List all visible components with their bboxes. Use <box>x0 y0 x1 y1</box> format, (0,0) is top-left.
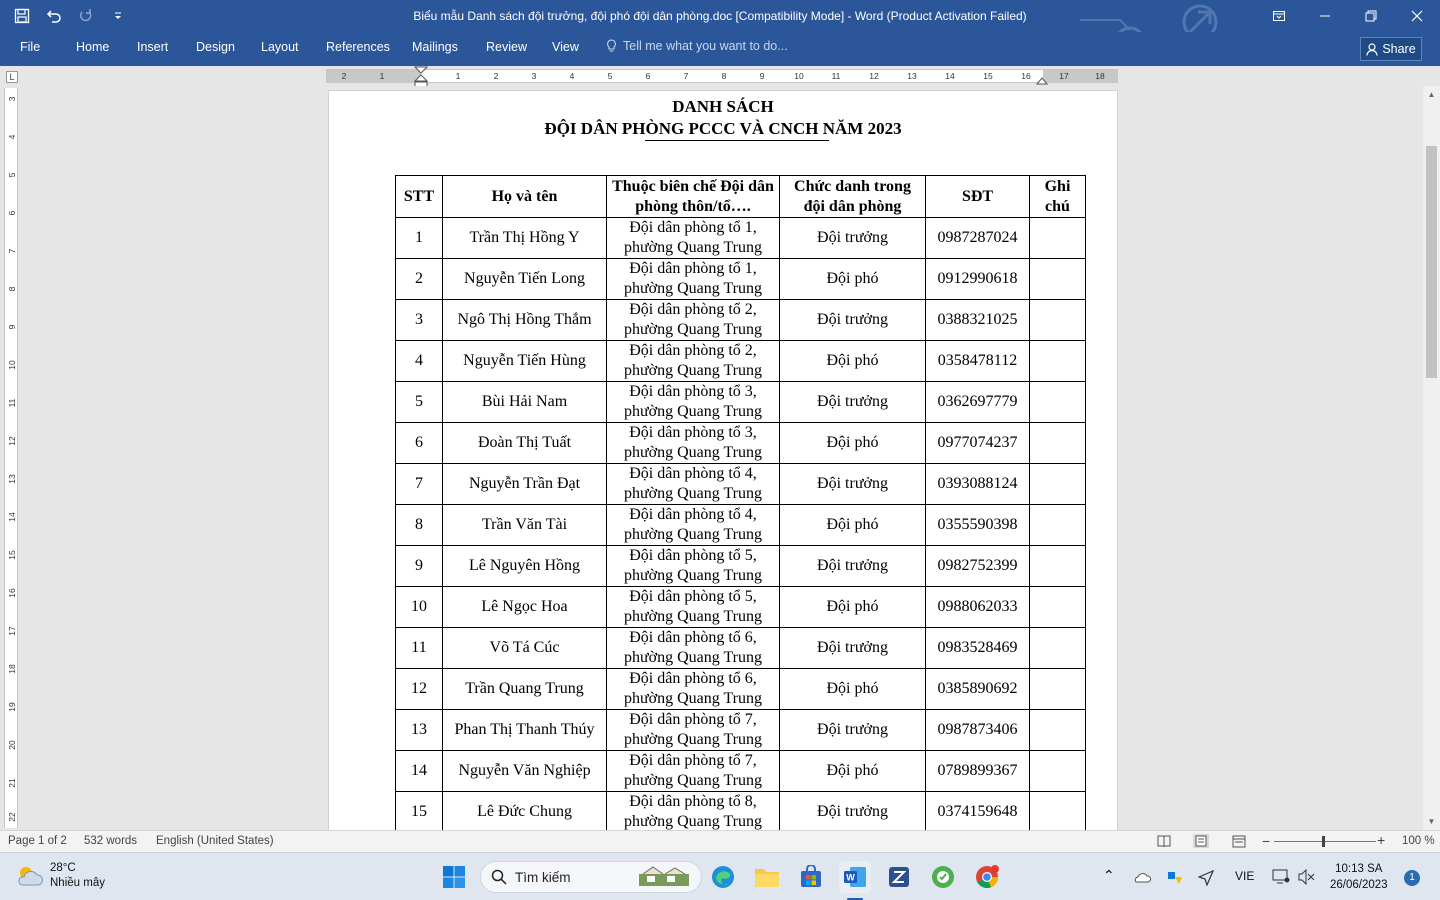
cell-phone[interactable]: 0362697779 <box>926 382 1030 423</box>
cell-stt[interactable]: 9 <box>396 546 443 587</box>
ruler-tick: 18 <box>1095 71 1105 81</box>
tab-file[interactable]: File <box>20 40 41 54</box>
cell-unit[interactable]: Đội dân phòng tổ 3, phường Quang Trung <box>607 382 780 423</box>
cell-stt[interactable]: 2 <box>396 259 443 300</box>
tell-me-search[interactable] <box>606 39 788 53</box>
ruler-tick: 14 <box>7 512 17 522</box>
ruler-tick: 15 <box>7 550 17 560</box>
cell-phone[interactable]: 0358478112 <box>926 341 1030 382</box>
input-language[interactable]: VIE <box>1235 869 1255 883</box>
ruler-tick: 3 <box>7 96 17 102</box>
cell-unit[interactable]: Đội dân phòng tổ 6, phường Quang Trung <box>607 669 780 710</box>
cell-unit[interactable]: Đội dân phòng tổ 5, phường Quang Trung <box>607 546 780 587</box>
ruler-tick: 19 <box>7 702 17 712</box>
header-name: Họ và tên <box>443 176 607 218</box>
table-row <box>396 505 1086 546</box>
ruler-tick: 9 <box>7 324 17 330</box>
ruler-tick: 15 <box>983 71 993 81</box>
title-bar <box>0 0 1440 32</box>
cell-role[interactable]: Đội phó <box>780 341 926 382</box>
ruler-tick: 9 <box>759 71 765 81</box>
cell-phone[interactable]: 0988062033 <box>926 587 1030 628</box>
scroll-up-icon[interactable]: ▲ <box>1427 90 1436 99</box>
tab-selector[interactable]: L <box>6 71 18 83</box>
cell-name[interactable]: Phan Thị Thanh Thúy <box>443 710 607 751</box>
cell-role[interactable]: Đội trưởng <box>780 218 926 259</box>
table-row <box>396 341 1086 382</box>
ruler-right-margin <box>1043 70 1118 82</box>
cell-phone[interactable]: 0388321025 <box>926 300 1030 341</box>
search-highlight-icon <box>637 864 693 890</box>
ruler-tick: 8 <box>7 286 17 292</box>
ruler-tick: 18 <box>7 664 17 674</box>
tab-insert[interactable]: Insert <box>137 40 169 54</box>
word-count[interactable]: 532 words <box>84 835 138 847</box>
weather-widget[interactable] <box>16 861 105 891</box>
header-note: Ghi chú <box>1030 176 1086 218</box>
cell-unit[interactable]: Đội dân phòng tổ 4, phường Quang Trung <box>607 464 780 505</box>
cell-role[interactable]: Đội trưởng <box>780 382 926 423</box>
person-icon <box>1366 43 1378 56</box>
cell-role[interactable]: Đội phó <box>780 587 926 628</box>
cell-unit[interactable]: Đội dân phòng tổ 2, phường Quang Trung <box>607 300 780 341</box>
cell-name[interactable]: Trần Văn Tài <box>443 505 607 546</box>
cell-phone[interactable]: 0789899367 <box>926 751 1030 792</box>
ruler-tick: 1 <box>455 71 461 81</box>
store-taskbar-icon[interactable] <box>795 861 827 893</box>
ruler-tick: 20 <box>7 740 17 750</box>
ruler-tick: 7 <box>7 248 17 254</box>
cell-role[interactable]: Đội trưởng <box>780 546 926 587</box>
windows-logo-icon <box>442 865 466 889</box>
cell-unit[interactable]: Đội dân phòng tổ 4, phường Quang Trung <box>607 505 780 546</box>
svg-text:W: W <box>846 872 855 883</box>
cell-name[interactable]: Bùi Hải Nam <box>443 382 607 423</box>
cell-note[interactable] <box>1030 628 1086 669</box>
ruler-tick: 8 <box>721 71 727 81</box>
cell-role[interactable]: Đội phó <box>780 751 926 792</box>
indent-marker-icon[interactable] <box>414 66 428 88</box>
cell-note[interactable] <box>1030 587 1086 628</box>
cell-name[interactable]: Nguyễn Tiến Hùng <box>443 341 607 382</box>
table-row <box>396 587 1086 628</box>
onedrive-icon[interactable] <box>1133 871 1151 883</box>
ruler-tick: 10 <box>7 360 17 370</box>
cell-name[interactable]: Lê Nguyên Hồng <box>443 546 607 587</box>
tab-home[interactable]: Home <box>76 40 110 54</box>
cell-stt[interactable]: 4 <box>396 341 443 382</box>
close-icon[interactable] <box>1394 0 1440 32</box>
ruler-tick: 2 <box>341 71 347 81</box>
right-indent-marker-icon[interactable] <box>1036 69 1048 85</box>
cell-note[interactable] <box>1030 259 1086 300</box>
chrome-taskbar-icon[interactable] <box>971 861 1003 893</box>
ruler-tick: 17 <box>1059 71 1069 81</box>
scroll-down-icon[interactable]: ▼ <box>1427 817 1436 826</box>
display-icon[interactable] <box>1272 869 1290 885</box>
table-row <box>396 423 1086 464</box>
cell-unit[interactable]: Đội dân phòng tổ 3, phường Quang Trung <box>607 423 780 464</box>
vertical-ruler[interactable] <box>4 88 18 828</box>
language-indicator[interactable]: English (United States) <box>156 835 274 847</box>
cell-stt[interactable]: 3 <box>396 300 443 341</box>
cell-phone[interactable]: 0977074237 <box>926 423 1030 464</box>
table-row <box>396 300 1086 341</box>
cell-note[interactable] <box>1030 300 1086 341</box>
ruler-tick: 16 <box>7 588 17 598</box>
ruler-tick: 7 <box>683 71 689 81</box>
cell-phone[interactable]: 0987287024 <box>926 218 1030 259</box>
cell-name[interactable]: Trần Thị Hồng Y <box>443 218 607 259</box>
notification-badge[interactable]: 1 <box>1404 870 1420 886</box>
volume-muted-icon[interactable] <box>1298 869 1316 885</box>
zoom-out-icon[interactable]: − <box>1262 833 1271 849</box>
system-clock[interactable] <box>1330 861 1388 893</box>
cell-stt[interactable]: 1 <box>396 218 443 259</box>
cell-phone[interactable]: 0374159648 <box>926 792 1030 831</box>
cell-name[interactable]: Lê Đức Chung <box>443 792 607 831</box>
ruler-left-margin <box>326 70 421 82</box>
zoom-slider-thumb[interactable] <box>1322 836 1325 847</box>
status-bar <box>0 830 1440 852</box>
cell-note[interactable] <box>1030 669 1086 710</box>
minimize-icon[interactable] <box>1302 0 1348 32</box>
cell-note[interactable] <box>1030 710 1086 751</box>
cell-note[interactable] <box>1030 464 1086 505</box>
show-hidden-icons-icon[interactable]: ⌃ <box>1103 867 1115 883</box>
cell-unit[interactable]: Đội dân phòng tổ 1, phường Quang Trung <box>607 218 780 259</box>
cell-role[interactable]: Đội trưởng <box>780 792 926 831</box>
cell-phone[interactable]: 0987873406 <box>926 710 1030 751</box>
ruler-tick: 17 <box>7 626 17 636</box>
ruler-tick: 11 <box>7 398 17 408</box>
cell-stt[interactable]: 8 <box>396 505 443 546</box>
ruler-tick: 2 <box>493 71 499 81</box>
document-canvas[interactable] <box>20 86 1423 830</box>
print-layout-icon[interactable] <box>1193 834 1209 848</box>
table-row <box>396 792 1086 831</box>
table-row <box>396 710 1086 751</box>
ruler-tick: 22 <box>7 812 17 822</box>
ruler-tick: 1 <box>379 71 385 81</box>
cell-stt[interactable]: 7 <box>396 464 443 505</box>
table-row <box>396 628 1086 669</box>
cell-stt[interactable]: 6 <box>396 423 443 464</box>
tab-design[interactable]: Design <box>196 40 235 54</box>
table-row <box>396 546 1086 587</box>
cell-stt[interactable]: 11 <box>396 628 443 669</box>
scroll-thumb[interactable] <box>1426 146 1437 378</box>
page-count[interactable]: Page 1 of 2 <box>8 835 67 847</box>
cell-unit[interactable]: Đội dân phòng tổ 7, phường Quang Trung <box>607 751 780 792</box>
zoom-slider[interactable] <box>1274 841 1376 842</box>
weather-condition: Nhiều mây <box>50 877 105 889</box>
ruler-tick: 13 <box>907 71 917 81</box>
ruler-tick: 14 <box>945 71 955 81</box>
cell-note[interactable] <box>1030 546 1086 587</box>
cloud-icon <box>16 865 44 887</box>
ruler-tick: 12 <box>869 71 879 81</box>
cell-phone[interactable]: 0393088124 <box>926 464 1030 505</box>
cell-name[interactable]: Đoàn Thị Tuất <box>443 423 607 464</box>
file-explorer-taskbar-icon[interactable] <box>751 861 783 893</box>
cell-phone[interactable]: 0912990618 <box>926 259 1030 300</box>
heading-underline <box>645 140 829 141</box>
lightbulb-icon <box>606 39 617 53</box>
clock-time: 10:13 SA <box>1335 863 1383 875</box>
ruler-tick: 5 <box>7 172 17 178</box>
cell-phone[interactable]: 0385890692 <box>926 669 1030 710</box>
cell-note[interactable] <box>1030 382 1086 423</box>
zoom-level[interactable]: 100 % <box>1402 835 1435 847</box>
cell-note[interactable] <box>1030 341 1086 382</box>
header-phone: SĐT <box>926 176 1030 218</box>
cell-role[interactable]: Đội phó <box>780 505 926 546</box>
cell-role[interactable]: Đội phó <box>780 669 926 710</box>
cell-phone[interactable]: 0983528469 <box>926 628 1030 669</box>
cell-unit[interactable]: Đội dân phòng tổ 5, phường Quang Trung <box>607 587 780 628</box>
document-page[interactable] <box>328 90 1118 830</box>
cell-stt[interactable]: 12 <box>396 669 443 710</box>
ruler-tick: 6 <box>7 210 17 216</box>
cell-name[interactable]: Ngô Thị Hồng Thắm <box>443 300 607 341</box>
header-role: Chức danh trong đội dân phòng <box>780 176 926 218</box>
ruler-tick: 10 <box>794 71 804 81</box>
roster-table[interactable] <box>395 175 1086 830</box>
tab-layout[interactable]: Layout <box>261 40 299 54</box>
cell-unit[interactable]: Đội dân phòng tổ 6, phường Quang Trung <box>607 628 780 669</box>
cell-role[interactable]: Đội trưởng <box>780 628 926 669</box>
tab-view[interactable]: View <box>552 40 579 54</box>
search-icon <box>491 869 507 885</box>
table-header-row <box>396 176 1086 218</box>
tab-references[interactable]: References <box>326 40 390 54</box>
ruler-tick: 13 <box>7 474 17 484</box>
vertical-scrollbar[interactable] <box>1423 86 1440 830</box>
zoom-in-icon[interactable]: + <box>1377 832 1386 848</box>
app-taskbar-icon[interactable] <box>883 861 915 893</box>
document-heading: DANH SÁCH <box>672 97 774 116</box>
cell-note[interactable] <box>1030 751 1086 792</box>
send-icon[interactable] <box>1198 870 1214 886</box>
ruler-tick: 12 <box>7 436 17 446</box>
cell-note[interactable] <box>1030 423 1086 464</box>
ruler-tick: 16 <box>1021 71 1031 81</box>
cell-unit[interactable]: Đội dân phòng tổ 8, phường Quang Trung <box>607 792 780 831</box>
cell-role[interactable]: Đội phó <box>780 423 926 464</box>
cell-name[interactable]: Trần Quang Trung <box>443 669 607 710</box>
cell-stt[interactable]: 15 <box>396 792 443 831</box>
cell-name[interactable]: Nguyễn Trần Đạt <box>443 464 607 505</box>
cell-role[interactable]: Đội phó <box>780 259 926 300</box>
cell-phone[interactable]: 0982752399 <box>926 546 1030 587</box>
cell-role[interactable]: Đội trưởng <box>780 464 926 505</box>
cell-unit[interactable]: Đội dân phòng tổ 7, phường Quang Trung <box>607 710 780 751</box>
cell-phone[interactable]: 0355590398 <box>926 505 1030 546</box>
cell-name[interactable]: Nguyễn Văn Nghiệp <box>443 751 607 792</box>
ruler-row <box>0 66 1440 86</box>
ribbon-tabs <box>0 32 1440 66</box>
ribbon-display-options-icon[interactable] <box>1256 0 1302 32</box>
cell-stt[interactable]: 14 <box>396 751 443 792</box>
search-placeholder: Tìm kiếm <box>515 869 571 885</box>
cell-note[interactable] <box>1030 505 1086 546</box>
taskbar-search[interactable] <box>480 861 702 893</box>
cell-stt[interactable]: 5 <box>396 382 443 423</box>
taskbar <box>0 852 1440 900</box>
table-row <box>396 751 1086 792</box>
cell-note[interactable] <box>1030 792 1086 831</box>
window-title: Biểu mẫu Danh sách đội trưởng, đội phó đội dân phòng.doc [Compatibility Mode] - Word (Product Activation Failed) <box>413 9 1027 23</box>
header-stt: STT <box>396 176 443 218</box>
document-subheading: ĐỘI DÂN PHÒNG PCCC VÀ CNCH NĂM 2023 <box>544 119 902 138</box>
table-row <box>396 669 1086 710</box>
cell-name[interactable]: Võ Tá Cúc <box>443 628 607 669</box>
ruler-tick: 3 <box>531 71 537 81</box>
cell-unit[interactable]: Đội dân phòng tổ 2, phường Quang Trung <box>607 341 780 382</box>
cell-name[interactable]: Nguyễn Tiến Long <box>443 259 607 300</box>
word-taskbar-icon[interactable] <box>839 861 871 893</box>
ruler-tick: 4 <box>7 134 17 140</box>
ruler-tick: 6 <box>645 71 651 81</box>
read-mode-icon[interactable] <box>1157 835 1171 848</box>
web-layout-icon[interactable] <box>1232 835 1246 848</box>
cell-role[interactable]: Đội trưởng <box>780 710 926 751</box>
start-button[interactable] <box>438 861 470 893</box>
ruler-tick: 21 <box>7 778 17 788</box>
cell-stt[interactable]: 13 <box>396 710 443 751</box>
restore-icon[interactable] <box>1348 0 1394 32</box>
clock-date: 26/06/2023 <box>1330 879 1388 891</box>
share-label: Share <box>1382 42 1416 56</box>
cell-unit[interactable]: Đội dân phòng tổ 1, phường Quang Trung <box>607 259 780 300</box>
tell-me-text: Tell me what you want to do... <box>623 39 788 53</box>
horizontal-ruler[interactable] <box>326 69 1118 83</box>
cell-role[interactable]: Đội trưởng <box>780 300 926 341</box>
cell-name[interactable]: Lê Ngọc Hoa <box>443 587 607 628</box>
cell-stt[interactable]: 10 <box>396 587 443 628</box>
security-icon[interactable] <box>1166 869 1184 885</box>
temperature: 28°C <box>50 862 76 874</box>
table-row <box>396 218 1086 259</box>
edge-taskbar-icon[interactable] <box>707 861 739 893</box>
table-row <box>396 259 1086 300</box>
header-unit: Thuộc biên chế Đội dân phòng thôn/tổ…. <box>607 176 780 218</box>
share-button[interactable] <box>1360 37 1422 61</box>
tab-mailings[interactable]: Mailings <box>412 40 458 54</box>
ruler-tick: 5 <box>607 71 613 81</box>
ruler-tick: 4 <box>569 71 575 81</box>
green-app-taskbar-icon[interactable] <box>927 861 959 893</box>
cell-note[interactable] <box>1030 218 1086 259</box>
tab-review[interactable]: Review <box>486 40 527 54</box>
table-row <box>396 464 1086 505</box>
table-row <box>396 382 1086 423</box>
ruler-tick: 11 <box>831 71 841 81</box>
